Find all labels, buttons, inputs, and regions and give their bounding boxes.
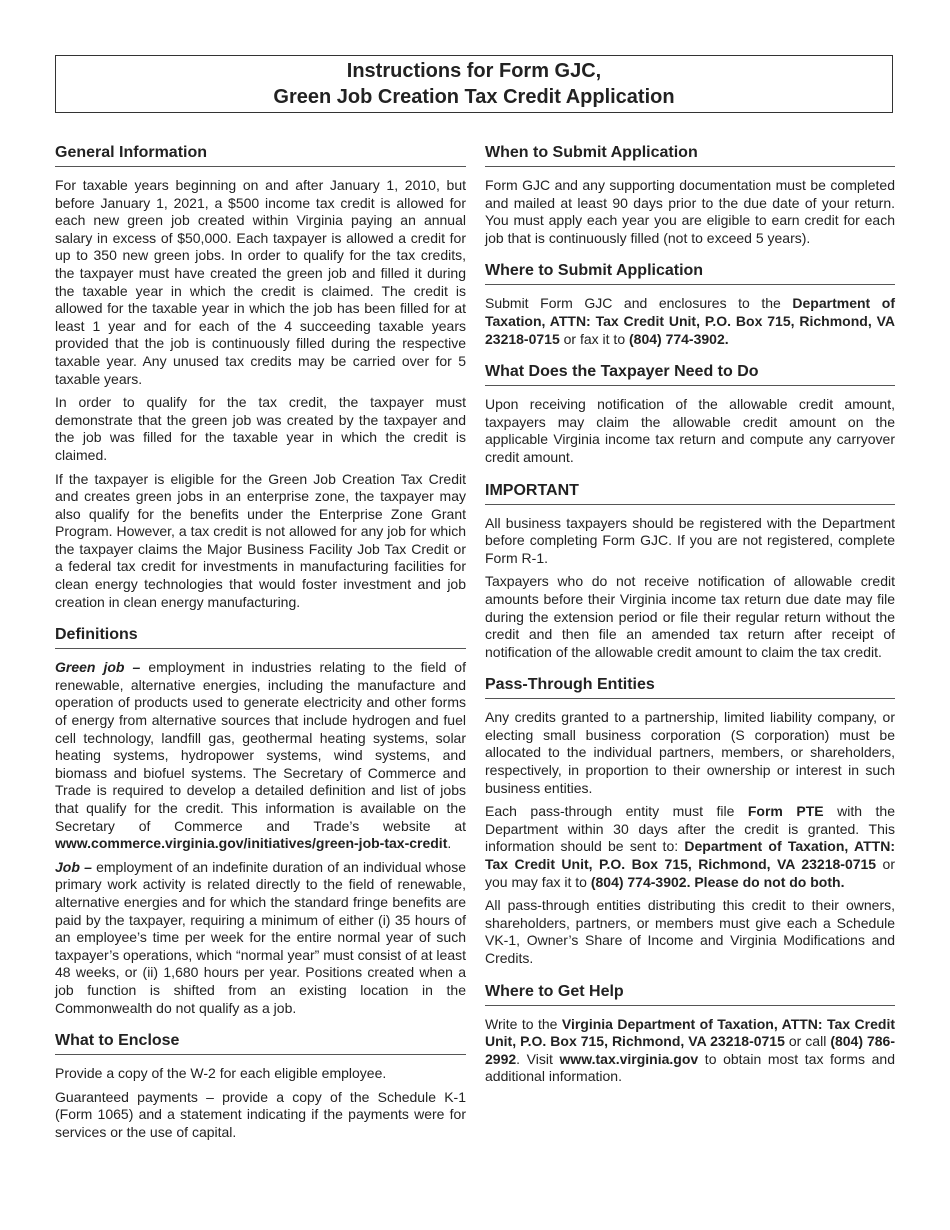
section-heading: Definitions [55, 625, 466, 649]
term-job: Job – [55, 858, 92, 875]
tax-website-link[interactable]: www.tax.virginia.gov [559, 1050, 699, 1067]
fax-number: (804) 774-3902. Please do not do both. [590, 873, 845, 890]
section-where-to-get-help [485, 982, 895, 1086]
document-title [55, 55, 893, 113]
section-what-to-enclose [55, 1031, 466, 1141]
text: or call [784, 1033, 831, 1050]
paragraph [485, 803, 895, 891]
mailing-address: Virginia Department of Taxation, ATTN: Tax Credit Unit, P.O. Box 715, Richmond, VA 23218-0715 [485, 1015, 895, 1050]
definition-text: employment of an indefinite duration of an individual whose primary work activity is related directly to the field of renewable, alternative energies and for which the standard fringe benefits are paid by the taxpayer, requiring a minimum of either (i) 35 hours of an employee’s time per week for the entire normal year of such taxpayer’s operations, which “normal year” must consist of at least 48 weeks, or (ii) 1,680 hours per year. Positions created when a job function is shifted from an existing location in the Commonwealth do not qualify as a job. [55, 858, 466, 1016]
term-green-job: Green job – [55, 659, 141, 676]
paragraph [485, 1016, 895, 1086]
text: or fax it to [559, 330, 629, 347]
section-heading: Pass-Through Entities [485, 675, 895, 699]
definition-job [55, 859, 466, 1017]
section-important [485, 481, 895, 662]
commerce-website-link[interactable]: www.commerce.virginia.gov/initiatives/green-job-tax-credit [55, 835, 448, 852]
section-when-to-submit [485, 143, 895, 247]
paragraph: In order to qualify for the tax credit, the taxpayer must demonstrate that the green job was created by the taxpayer and the job was filled for the taxable year in which the credit is claimed. [55, 394, 466, 463]
paragraph: Form GJC and any supporting documentation must be completed and mailed at least 90 days prior to the due date of your return. You must apply each year you are eligible to earn credit for each job that is continuously filled (not to exceed 5 years). [485, 177, 895, 246]
right-column [485, 143, 895, 1100]
section-heading: Where to Submit Application [485, 261, 895, 285]
section-where-to-submit [485, 261, 895, 348]
text: Submit Form GJC and enclosures to the [485, 295, 793, 312]
text: or you may fax it to [485, 856, 895, 890]
paragraph: All pass-through entities distributing this credit to their owners, shareholders, partners, or members must give each a Schedule VK-1, Owner’s Share of Income and Virginia Modifications and Credits. [485, 897, 895, 966]
section-general-information [55, 143, 466, 611]
mailing-address: Department of Taxation, ATTN: Tax Credit Unit, P.O. Box 715, Richmond, VA 23218-0715 [485, 295, 895, 347]
section-definitions [55, 625, 466, 1017]
punctuation: . [447, 835, 452, 852]
section-heading: Where to Get Help [485, 982, 895, 1006]
title-line-2: Green Job Creation Tax Credit Application [273, 86, 675, 108]
paragraph: If the taxpayer is eligible for the Green Job Creation Tax Credit and creates green jobs in an enterprise zone, the taxpayer may also qualify for the benefits under the Enterprise Zone Grant Program. However, a tax credit is not allowed for any job for which the taxpayer claims the Major Business Facility Job Tax Credit or a federal tax credit for investments in manufacturing facilities for clean energy technologies that would foster investment and job creation in clean energy manufacturing. [55, 470, 466, 610]
paragraph: Taxpayers who do not receive notification of allowable credit amounts before their Virginia income tax return due date may file during the extension period or file their regular return without the credit and then file an amended tax return after receipt of notification of the allowable credit amount to claim the tax credit. [485, 573, 895, 660]
mailing-address: Department of Taxation, ATTN: Tax Credit Unit, P.O. Box 715, Richmond, VA 23218-0715 [485, 838, 895, 873]
section-heading: What Does the Taxpayer Need to Do [485, 362, 895, 386]
phone-number: (804) 786-2992 [485, 1033, 896, 1067]
paragraph: All business taxpayers should be registered with the Department before completing Form GJC. If you are not registered, complete Form R-1. [485, 514, 895, 566]
paragraph: Upon receiving notification of the allowable credit amount, taxpayers may claim the allowable credit amount on the applicable Virginia income tax return and compute any carryover credit amount. [485, 396, 895, 465]
paragraph: Guaranteed payments – provide a copy of the Schedule K-1 (Form 1065) and a statement indicating if the payments were for services or the use of capital. [55, 1088, 466, 1140]
definition-green-job [55, 659, 466, 853]
text: Each pass-through entity must file [485, 803, 748, 820]
section-pass-through-entities [485, 675, 895, 967]
text: with the Department within 30 days after the credit is granted. This information should be sent to: [485, 803, 896, 855]
section-taxpayer-todo [485, 362, 895, 466]
section-heading: What to Enclose [55, 1031, 466, 1055]
definition-text: employment in industries relating to the field of renewable, alternative energies, including the manufacture and operation of products used to generate electricity and other forms of energy from alternative sources that include hydrogen and fuel cell technology, landfill gas, geothermal heating systems, solar heating systems, hydropower systems, wind systems, and biomass and biofuel systems. The Secretary of Commerce and Trade is required to develop a detailed definition and list of jobs that qualify for the credit. This information is available on the Secretary of Commerce and Trade’s website at [55, 659, 466, 834]
section-heading: General Information [55, 143, 466, 167]
paragraph: For taxable years beginning on and after January 1, 2010, but before January 1, 2021, a $500 income tax credit is allowed for each new green job created within Virginia paying an annual salary in excess of $50,000. Each taxpayer is allowed a credit for up to 350 new green jobs. In order to qualify for the tax credits, the taxpayer must have created the green job and filled it during the taxable year in which the credit is claimed. The credit is allowed for the taxable year in which the job has been filled for at least 1 year and for each of the 4 succeeding taxable years provided that the job is continuously filled during the respective taxable year. Any unused tax credits may be carried over for 5 taxable years. [55, 177, 466, 387]
text: to obtain most tax forms and additional information. [485, 1050, 895, 1085]
text: Write to the [485, 1015, 562, 1032]
paragraph: Any credits granted to a partnership, limited liability company, or electing small business corporation (S corporation) must be allocated to the individual partners, members, or shareholders, respectively, in proportion to their ownership or interest in such business entities. [485, 709, 895, 796]
form-pte: Form PTE [747, 803, 824, 820]
paragraph [485, 295, 895, 348]
section-heading: When to Submit Application [485, 143, 895, 167]
fax-number: (804) 774-3902. [629, 330, 729, 347]
left-column [55, 143, 466, 1156]
paragraph: Provide a copy of the W-2 for each eligible employee. [55, 1065, 387, 1082]
section-heading: IMPORTANT [485, 481, 895, 505]
text: . Visit [516, 1050, 560, 1067]
title-line-1: Instructions for Form GJC, [346, 60, 602, 82]
